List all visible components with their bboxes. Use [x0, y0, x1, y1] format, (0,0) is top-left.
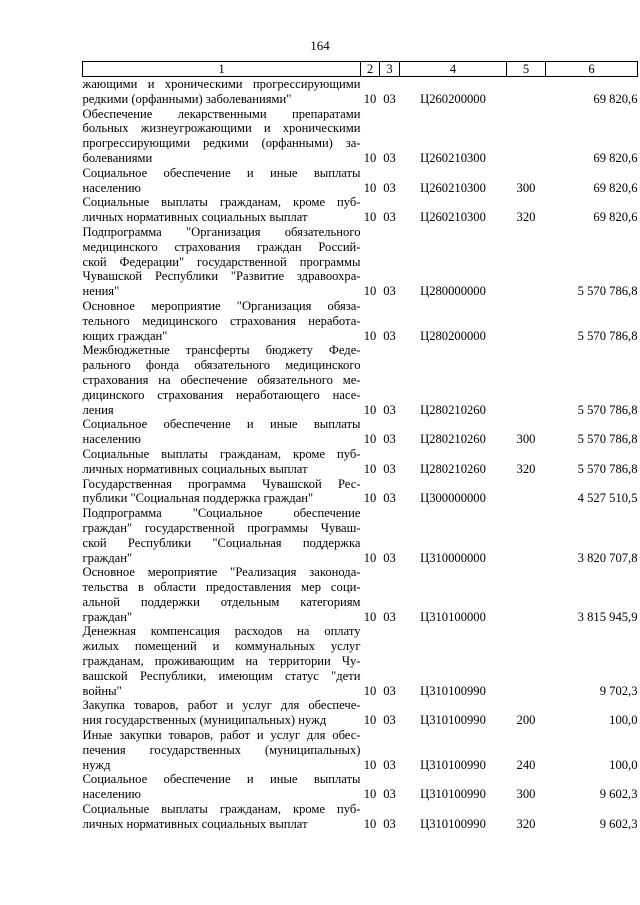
- expense-type-cell: [507, 343, 546, 417]
- table-row: [83, 195, 638, 225]
- row-name-line: ской Республики "Социальная поддержка: [82, 535, 361, 550]
- row-name-line: войны": [82, 683, 122, 698]
- expense-type-cell: [507, 477, 546, 507]
- target-article-cell: Ц260200000: [420, 91, 486, 106]
- table-row: [83, 107, 638, 166]
- subsection-code-cell: 03: [383, 150, 396, 165]
- section-code-cell: 10: [363, 328, 377, 343]
- table-row: [83, 802, 638, 832]
- row-name-cell: [83, 477, 361, 507]
- target-article-cell: Ц260210300: [420, 180, 486, 195]
- row-name-line: Социальные выплаты гражданам, кроме пуб-: [82, 195, 361, 210]
- row-name-line: личных нормативных социальных выплат: [82, 210, 308, 225]
- header-col-5: 5: [507, 62, 546, 77]
- section-code-cell: 10: [363, 150, 377, 165]
- section-code-cell: 10: [363, 787, 377, 802]
- row-name-line: ления: [82, 402, 114, 417]
- row-name-line: Подпрограмма "Организация обязательного: [82, 224, 361, 239]
- row-name-cell: [83, 728, 361, 772]
- row-name-line: страхования на обеспечение обязательного ме-: [82, 372, 361, 387]
- row-name-line: жилых помещений и коммунальных услуг: [82, 639, 361, 654]
- target-article-cell: Ц310000000: [420, 550, 486, 565]
- row-name-line: больных жизнеугрожающими и хроническими: [82, 121, 361, 136]
- subsection-code-cell: 03: [383, 787, 396, 802]
- row-name-line: ния государственных (муниципальных) нужд: [82, 713, 327, 728]
- target-article-cell: Ц310100990: [420, 816, 486, 831]
- expense-type-cell: [507, 77, 546, 107]
- row-name-line: ской Федерации" государственной программы: [82, 254, 361, 269]
- row-name-cell: [83, 343, 361, 417]
- page-number: 164: [310, 38, 330, 53]
- row-name-cell: [83, 195, 361, 225]
- subsection-code-cell: 03: [383, 210, 396, 225]
- section-code-cell: 10: [363, 683, 377, 698]
- table-row: [83, 166, 638, 196]
- header-col-1: 1: [83, 62, 361, 77]
- target-article-cell: Ц260210300: [420, 210, 486, 225]
- table-row: [83, 728, 638, 772]
- section-code-cell: 10: [363, 713, 377, 728]
- table-row: [83, 77, 638, 107]
- subsection-code-cell: 03: [383, 713, 396, 728]
- row-name-line: населению: [82, 432, 141, 447]
- amount-cell: 69 820,6: [593, 180, 638, 195]
- table-row: [83, 698, 638, 728]
- section-code-cell: 10: [363, 816, 377, 831]
- table-row: [83, 417, 638, 447]
- expense-type-cell: [507, 624, 546, 698]
- section-code-cell: 10: [363, 550, 377, 565]
- row-name-line: рального фонда обязательного медицинского: [82, 358, 361, 373]
- section-code-cell: 10: [363, 609, 377, 624]
- target-article-cell: Ц280200000: [420, 328, 486, 343]
- table-row: [83, 565, 638, 624]
- expense-type-cell: [507, 299, 546, 343]
- section-code-cell: 10: [363, 180, 377, 195]
- expense-type-cell: [507, 506, 546, 565]
- row-name-line: граждан": [82, 609, 133, 624]
- table-row: [83, 624, 638, 698]
- row-name-line: Государственная программа Чувашской Рес-: [82, 476, 361, 491]
- row-name-line: личных нормативных социальных выплат: [82, 816, 308, 831]
- table-header-row: [83, 62, 638, 77]
- row-name-line: болеваниями: [82, 150, 153, 165]
- row-name-cell: [83, 698, 361, 728]
- row-name-line: населению: [82, 787, 141, 802]
- row-name-line: Закупка товаров, работ и услуг для обеспече-: [82, 698, 361, 713]
- row-name-line: тельства в области предоставления мер соци-: [82, 580, 361, 595]
- table-body: [83, 77, 638, 832]
- row-name-line: медицинского страхования граждан Россий-: [82, 239, 361, 254]
- row-name-line: ющих граждан": [82, 328, 168, 343]
- section-code-cell: 10: [363, 432, 377, 447]
- target-article-cell: Ц280210260: [420, 461, 486, 476]
- row-name-line: Денежная компенсация расходов на оплату: [82, 624, 361, 639]
- amount-cell: 3 815 945,9: [577, 609, 638, 624]
- subsection-code-cell: 03: [383, 550, 396, 565]
- row-name-cell: [83, 417, 361, 447]
- section-code-cell: 10: [363, 284, 377, 299]
- subsection-code-cell: 03: [383, 284, 396, 299]
- row-name-line: граждан" государственной программы Чуваш-: [82, 520, 361, 535]
- row-name-line: жающими и хроническими прогрессирующими: [82, 77, 361, 91]
- row-name-line: печения государственных (муниципальных): [82, 742, 361, 757]
- table-row: [83, 225, 638, 299]
- amount-cell: 4 527 510,5: [577, 491, 638, 506]
- subsection-code-cell: 03: [383, 180, 396, 195]
- row-name-line: Обеспечение лекарственными препаратами: [82, 106, 361, 121]
- row-name-line: редкими (орфанными) заболеваниями": [82, 91, 292, 106]
- target-article-cell: Ц280000000: [420, 284, 486, 299]
- row-name-line: личных нормативных социальных выплат: [82, 461, 308, 476]
- row-name-line: Основное мероприятие "Реализация законода-: [82, 565, 361, 580]
- section-code-cell: 10: [363, 91, 377, 106]
- subsection-code-cell: 03: [383, 491, 396, 506]
- row-name-line: Иные закупки товаров, работ и услуг для обес-: [82, 728, 361, 743]
- row-name-line: альной поддержки отдельным категориям: [82, 594, 361, 609]
- amount-cell: 9 702,3: [599, 683, 638, 698]
- row-name-cell: [83, 77, 361, 107]
- subsection-code-cell: 03: [383, 609, 396, 624]
- subsection-code-cell: 03: [383, 328, 396, 343]
- amount-cell: 9 602,3: [599, 816, 638, 831]
- subsection-code-cell: 03: [383, 757, 396, 772]
- subsection-code-cell: 03: [383, 91, 396, 106]
- row-name-line: Межбюджетные трансферты бюджету Феде-: [82, 343, 361, 358]
- amount-cell: 69 820,6: [593, 91, 638, 106]
- table-row: [83, 772, 638, 802]
- row-name-line: тельного медицинского страхования неработа-: [82, 313, 361, 328]
- amount-cell: 9 602,3: [599, 787, 638, 802]
- subsection-code-cell: 03: [383, 402, 396, 417]
- target-article-cell: Ц260210300: [420, 150, 486, 165]
- expense-type-cell: [507, 107, 546, 166]
- header-col-3: 3: [380, 62, 400, 77]
- target-article-cell: Ц310100990: [420, 713, 486, 728]
- row-name-line: нения": [82, 284, 120, 299]
- subsection-code-cell: 03: [383, 683, 396, 698]
- amount-cell: 69 820,6: [593, 150, 638, 165]
- amount-cell: 5 570 786,8: [577, 284, 638, 299]
- row-name-line: Подпрограмма "Социальное обеспечение: [82, 506, 361, 521]
- row-name-cell: [83, 624, 361, 698]
- row-name-cell: [83, 225, 361, 299]
- amount-cell: 5 570 786,8: [577, 402, 638, 417]
- row-name-line: Социальное обеспечение и иные выплаты: [82, 165, 361, 180]
- expense-type-cell: [507, 225, 546, 299]
- target-article-cell: Ц310100990: [420, 683, 486, 698]
- row-name-cell: [83, 299, 361, 343]
- header-col-6: 6: [546, 62, 638, 77]
- table-row: [83, 506, 638, 565]
- amount-cell: 5 570 786,8: [577, 461, 638, 476]
- section-code-cell: 10: [363, 461, 377, 476]
- row-name-line: Социальное обеспечение и иные выплаты: [82, 772, 361, 787]
- row-name-cell: [83, 772, 361, 802]
- expense-type-cell: 320: [516, 816, 536, 831]
- amount-cell: 69 820,6: [593, 210, 638, 225]
- row-name-line: нужд: [82, 757, 111, 772]
- row-name-cell: [83, 565, 361, 624]
- section-code-cell: 10: [363, 491, 377, 506]
- expense-type-cell: 300: [516, 432, 536, 447]
- subsection-code-cell: 03: [383, 432, 396, 447]
- table-row: [83, 299, 638, 343]
- target-article-cell: Ц310100990: [420, 757, 486, 772]
- table-row: [83, 343, 638, 417]
- row-name-cell: [83, 447, 361, 477]
- target-article-cell: Ц300000000: [420, 491, 486, 506]
- target-article-cell: Ц280210260: [420, 432, 486, 447]
- section-code-cell: 10: [363, 757, 377, 772]
- section-code-cell: 10: [363, 210, 377, 225]
- target-article-cell: Ц280210260: [420, 402, 486, 417]
- table-row: [83, 447, 638, 477]
- amount-cell: 3 820 707,8: [577, 550, 638, 565]
- expense-type-cell: 320: [516, 461, 536, 476]
- table-row: [83, 477, 638, 507]
- header-col-4: 4: [400, 62, 507, 77]
- amount-cell: 5 570 786,8: [577, 432, 638, 447]
- expense-type-cell: 200: [516, 713, 536, 728]
- row-name-line: дицинского страхования неработающего насе-: [82, 387, 361, 402]
- row-name-cell: [83, 166, 361, 196]
- row-name-cell: [83, 107, 361, 166]
- row-name-line: Социальные выплаты гражданам, кроме пуб-: [82, 802, 361, 817]
- amount-cell: 100,0: [609, 713, 638, 728]
- row-name-cell: [83, 802, 361, 832]
- subsection-code-cell: 03: [383, 816, 396, 831]
- row-name-line: Чувашской Республики "Развитие здравоохра-: [82, 269, 361, 284]
- row-name-line: гражданам, проживающим на территории Чу-: [82, 654, 361, 669]
- row-name-line: Социальные выплаты гражданам, кроме пуб-: [82, 446, 361, 461]
- header-col-2: 2: [361, 62, 380, 77]
- amount-cell: 5 570 786,8: [577, 328, 638, 343]
- section-code-cell: 10: [363, 402, 377, 417]
- target-article-cell: Ц310100990: [420, 787, 486, 802]
- subsection-code-cell: 03: [383, 461, 396, 476]
- expense-type-cell: [507, 565, 546, 624]
- row-name-cell: [83, 506, 361, 565]
- row-name-line: Социальное обеспечение и иные выплаты: [82, 417, 361, 432]
- row-name-line: населению: [82, 180, 141, 195]
- row-name-line: вашской Республики, имеющим статус "дети: [82, 668, 361, 683]
- row-name-line: Основное мероприятие "Организация обяза-: [82, 298, 361, 313]
- expense-type-cell: 300: [516, 787, 536, 802]
- amount-cell: 100,0: [609, 757, 638, 772]
- expense-type-cell: 300: [516, 180, 536, 195]
- row-name-line: прогрессирующими редкими (орфанными) за-: [82, 136, 361, 151]
- budget-table: [82, 61, 638, 832]
- target-article-cell: Ц310100000: [420, 609, 486, 624]
- expense-type-cell: 320: [516, 210, 536, 225]
- row-name-line: публики "Социальная поддержка граждан": [82, 491, 314, 506]
- row-name-line: граждан": [82, 550, 133, 565]
- expense-type-cell: 240: [516, 757, 536, 772]
